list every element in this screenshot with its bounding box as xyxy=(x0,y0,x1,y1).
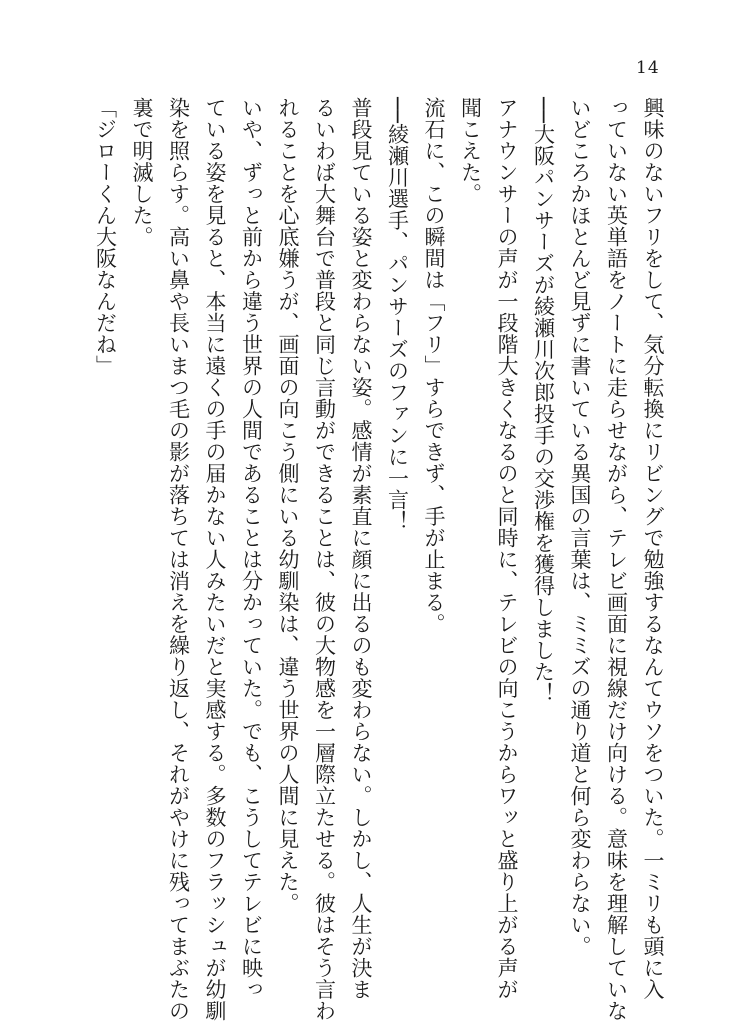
page-number: 14 xyxy=(636,58,660,78)
text-line: るいわば大舞台で普段と同じ言動ができることは、彼の大物感を一層際立たせる。彼はそう言わ xyxy=(312,97,337,1022)
text-line: ている姿を見ると、本当に遠くの手の届かない人みたいだと実感する。多数のフラッシュが幼馴 xyxy=(203,97,227,1022)
text-line: 聞こえた。 xyxy=(458,97,483,205)
text-line: ──綾瀬川選手、パンサーズのファンに一言！ xyxy=(385,97,410,532)
text-line: っていない英単語をノートに走らせながら、テレビ画面に視線だけ向ける。意味を理解していな xyxy=(604,97,629,1022)
text-line: ──大阪パンサーズが綾瀬川次郎投手の交渉権を獲得しました！ xyxy=(531,97,556,704)
text-line: 裏で明滅した。 xyxy=(130,97,154,248)
text-line: 流石に、この瞬間は「フリ」すらできず、手が止まる。 xyxy=(422,97,446,635)
text-line: 「ジローくん大阪なんだね」 xyxy=(93,97,118,377)
text-line: アナウンサーの声が一段階大きくなるのと同時に、テレビの向こうからワッと盛り上がる声が xyxy=(495,97,519,1000)
text-line: 興味のないフリをして、気分転換にリビングで勉強するなんてウソをついた。一ミリも頭に入 xyxy=(641,97,665,1000)
text-line: 普段見ている姿と変わらない姿。感情が素直に顔に出るのも変わらない。しかし、人生が決ま xyxy=(349,97,373,1000)
vertical-text-block xyxy=(87,97,671,1022)
text-line: れることを心底嫌うが、画面の向こう側にいる幼馴染は、違う世界の人間に見えた。 xyxy=(276,97,300,914)
text-line: いどころかほとんど見ずに書いている異国の言葉は、ミミズの通り道と何ら変わらない。 xyxy=(568,97,592,957)
text-line: 染を照らす。高い鼻や長いまつ毛の影が落ちては消えを繰り返し、それがやけに残ってまぶたの xyxy=(166,97,191,1022)
text-line: いや、ずっと前から違う世界の人間であることは分かっていた。でも、こうしてテレビに映っ xyxy=(239,97,264,1000)
